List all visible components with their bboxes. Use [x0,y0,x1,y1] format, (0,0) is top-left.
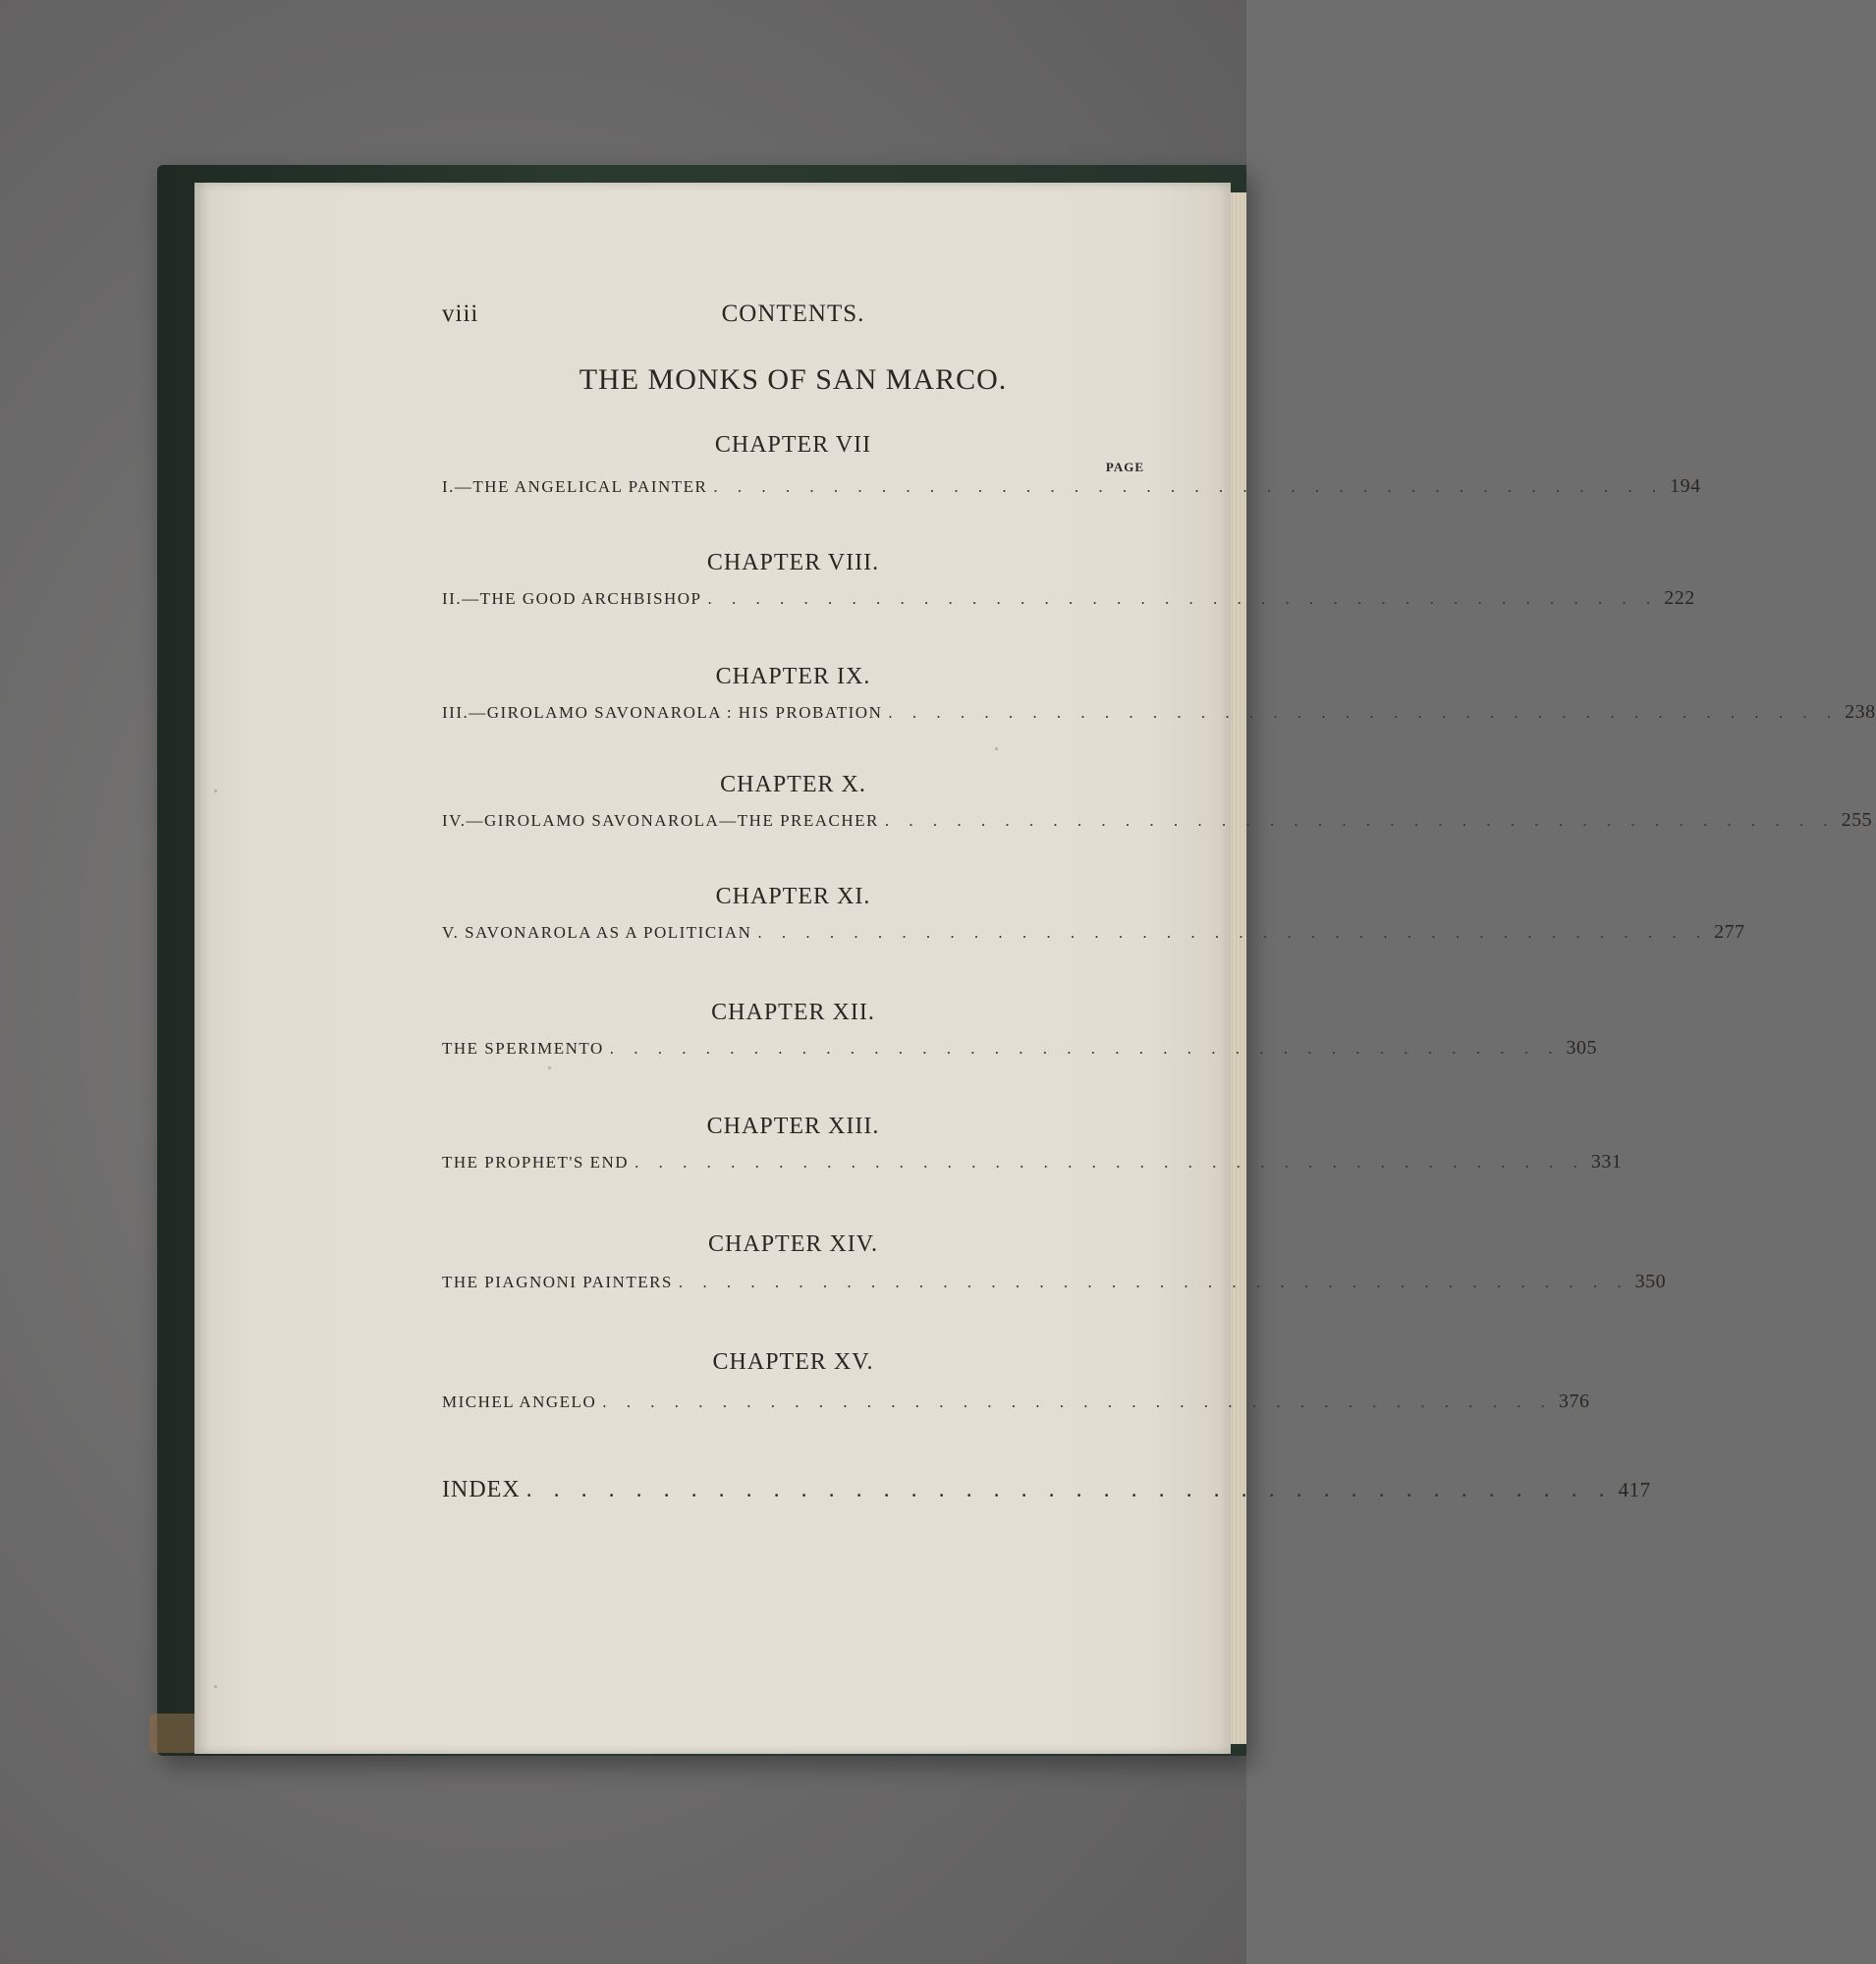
entry-page-number: 222 [1664,587,1695,609]
toc-entry [442,807,1873,833]
entry-title: IV.—GIROLAMO SAVONAROLA—THE PREACHER [442,811,879,830]
chapter-block [442,1347,1590,1414]
chapter-block [442,662,1876,725]
chapter-heading: CHAPTER XV. [712,1349,874,1375]
entry-page-number: 417 [1618,1478,1651,1501]
dot-leader: . . . . . . . . . . . . . . . . . . . . . . . . . . . . . . . . . . . . . . . . [602,1392,1553,1411]
chapter-list [442,430,1876,1414]
dot-leader: . . . . . . . . . . . . . . . . . . . . . . . . . . . . . . . . . . . . . . . . [525,1477,1613,1502]
chapter-heading: CHAPTER XIII. [706,1114,880,1139]
entry-page-number: 277 [1714,921,1745,943]
running-head [442,295,1144,334]
dot-leader: . . . . . . . . . . . . . . . . . . . . . . . . . . . . . . . . . . . . . . . . [707,589,1659,608]
entry-page-number: 350 [1634,1271,1667,1292]
toc-entry [442,699,1876,725]
chapter-block [442,548,1695,611]
chapter-heading: CHAPTER VIII. [706,550,880,575]
dot-leader: . . . . . . . . . . . . . . . . . . . . . . . . . . . . . . . . . . . . . . . . [713,477,1665,496]
entry-title: II.—THE GOOD ARCHBISHOP [442,589,702,608]
entry-title: THE SPERIMENTO [442,1039,604,1058]
entry-title: INDEX [442,1477,521,1502]
chapter-block [442,998,1597,1061]
entry-page-number: 376 [1558,1391,1590,1412]
dot-leader: . . . . . . . . . . . . . . . . . . . . . . . . . . . . . . . . . . . . . . . . [888,703,1840,722]
entry-title: THE PROPHET'S END [442,1153,630,1172]
toc-entry [442,1035,1597,1061]
page-number: viii [442,300,479,327]
chapter-heading: CHAPTER XIV. [708,1231,878,1257]
chapter-block [442,1112,1623,1174]
entry-title: MICHEL ANGELO [442,1392,597,1411]
chapter-heading: CHAPTER VII [714,432,872,458]
paper-speck [214,1685,217,1688]
entry-title: THE PIAGNONI PAINTERS [442,1273,673,1291]
dot-leader: . . . . . . . . . . . . . . . . . . . . . . . . . . . . . . . . . . . . . . . . [609,1039,1561,1058]
dot-leader: . . . . . . . . . . . . . . . . . . . . . . . . . . . . . . . . . . . . . . . . [757,923,1709,942]
toc-entry [442,1389,1590,1414]
book-title: THE MONKS OF SAN MARCO. [579,363,1008,396]
chapter-block [442,1229,1667,1294]
chapter-heading: CHAPTER X. [720,772,866,797]
contents-page [442,295,1876,1504]
page-edges [1231,192,1246,1744]
entry-title: I.—THE ANGELICAL PAINTER [442,477,708,496]
toc-entry [442,473,1701,499]
toc-entry-index [442,1475,1651,1504]
entry-page-number: 255 [1841,809,1873,831]
entry-title: III.—GIROLAMO SAVONAROLA : HIS PROBATION [442,703,883,722]
entry-page-number: 238 [1845,701,1876,723]
entry-title: V. SAVONAROLA AS A POLITICIAN [442,923,752,942]
page-column-label: PAGE [1105,460,1144,474]
toc-entry [442,585,1695,611]
chapter-block [442,770,1873,833]
running-title: CONTENTS. [721,300,865,327]
dot-leader: . . . . . . . . . . . . . . . . . . . . . . . . . . . . . . . . . . . . . . . . [884,811,1836,830]
entry-page-number: 194 [1670,475,1701,497]
paper-speck [214,790,217,792]
toc-entry [442,1269,1667,1294]
toc-entry [442,919,1745,945]
entry-page-number: 331 [1590,1151,1623,1173]
chapter-heading: CHAPTER XII. [711,1000,875,1025]
toc-entry [442,1149,1623,1174]
dot-leader: . . . . . . . . . . . . . . . . . . . . . . . . . . . . . . . . . . . . . . . . [678,1273,1629,1291]
chapter-block [442,430,1701,499]
chapter-heading: CHAPTER XI. [715,884,871,909]
dot-leader: . . . . . . . . . . . . . . . . . . . . . . . . . . . . . . . . . . . . . . . . [635,1153,1585,1172]
chapter-block [442,882,1745,945]
chapter-heading: CHAPTER IX. [715,664,871,689]
entry-page-number: 305 [1566,1037,1597,1059]
